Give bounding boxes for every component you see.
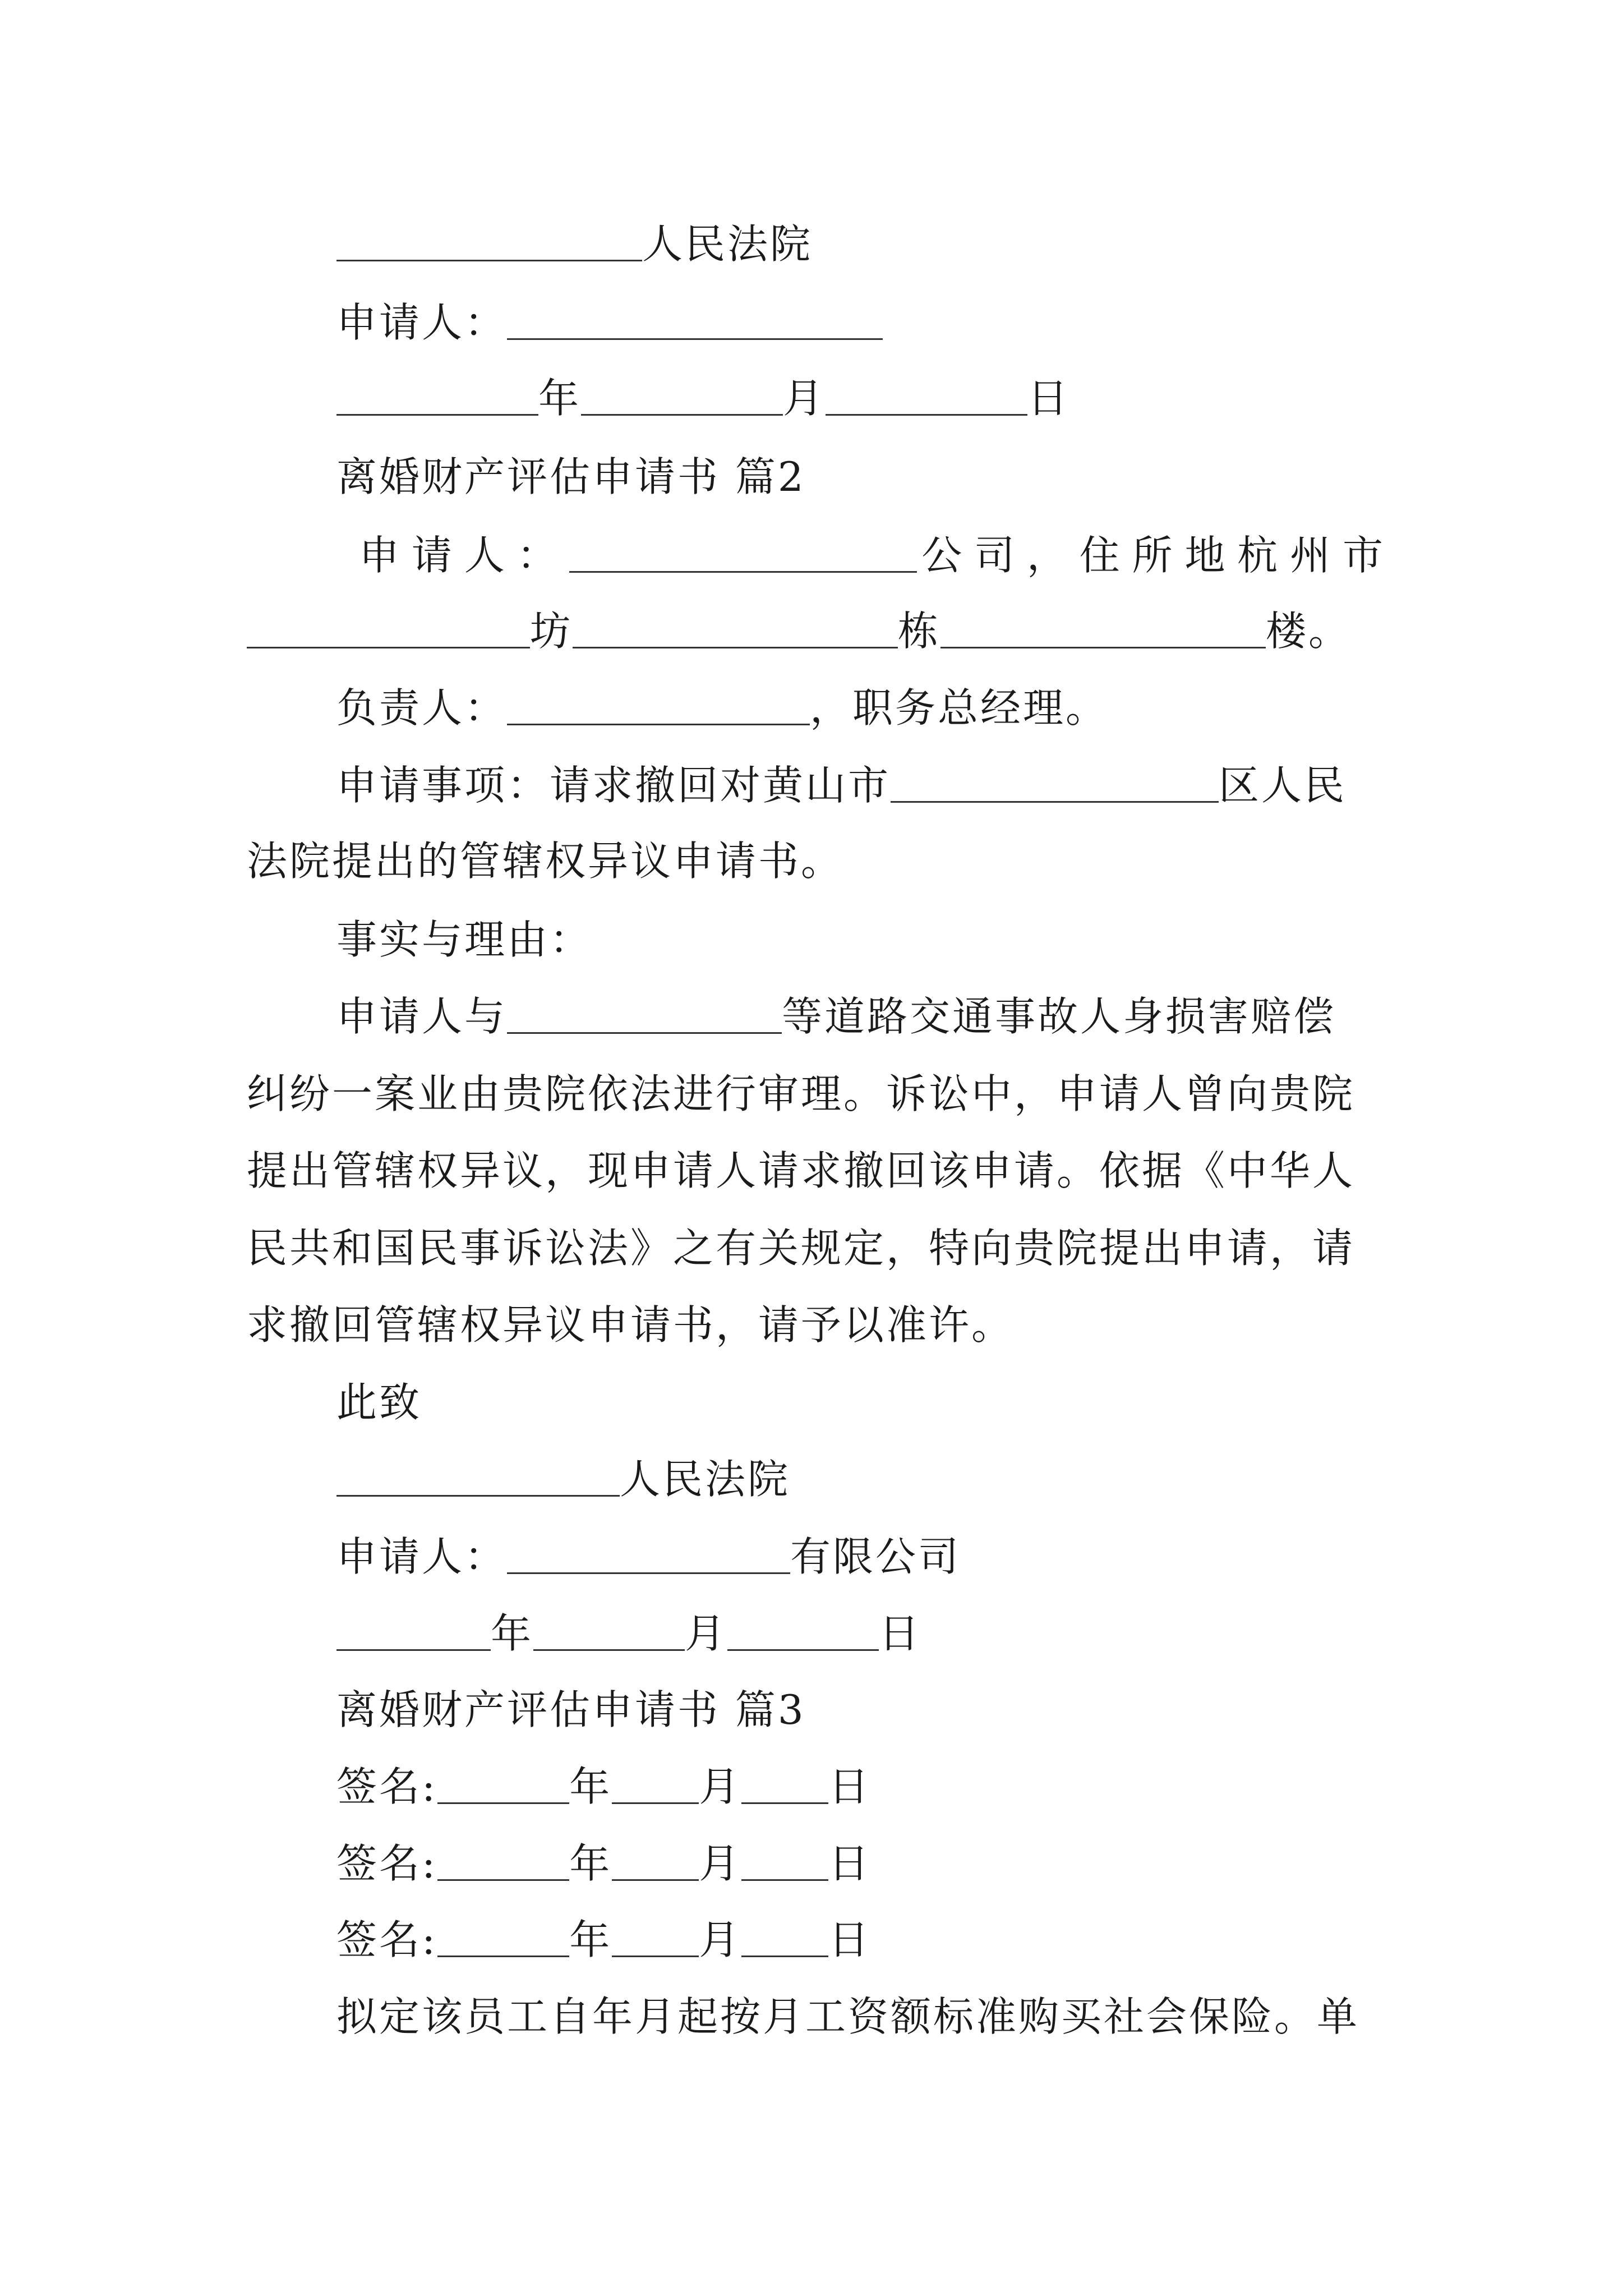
year-label: 年 bbox=[538, 375, 582, 422]
s2-fang-blank[interactable] bbox=[573, 606, 898, 648]
s2-district-blank[interactable] bbox=[891, 761, 1219, 803]
year-blank[interactable] bbox=[336, 374, 538, 416]
month-label: 月 bbox=[783, 375, 826, 422]
s2-court-line bbox=[336, 1451, 790, 1507]
s2-day-blank[interactable] bbox=[727, 1609, 879, 1651]
applicant-label: 申请人： bbox=[336, 299, 508, 346]
s2-matter-suffix: 区人民 bbox=[1219, 762, 1347, 809]
s2-year-blank[interactable] bbox=[336, 1609, 491, 1651]
sign-month-blank[interactable] bbox=[612, 1762, 699, 1804]
s2-month-label: 月 bbox=[685, 1610, 728, 1657]
court-blank[interactable] bbox=[336, 219, 642, 261]
s2-body-suffix: 等道路交通事故人身损害赔偿 bbox=[782, 993, 1336, 1040]
sign-line-3 bbox=[336, 1912, 871, 1968]
s2-manager-blank[interactable] bbox=[507, 683, 810, 725]
applicant-line-1 bbox=[336, 295, 883, 351]
sign-blank[interactable] bbox=[437, 1915, 569, 1957]
sign-day-blank[interactable] bbox=[741, 1915, 828, 1957]
court-line-1 bbox=[336, 216, 813, 272]
s2-applicant-sig-label: 申请人： bbox=[336, 1533, 508, 1580]
s2-matter-line-1 bbox=[336, 757, 1347, 813]
sign-month-blank[interactable] bbox=[612, 1839, 699, 1881]
s2-company-label: 公司，住所地杭州市 bbox=[917, 532, 1391, 579]
s2-dong-label: 栋 bbox=[898, 608, 941, 655]
s2-applicant-sig-line bbox=[336, 1529, 961, 1585]
s2-body-line-4: 民共和国民事诉讼法》之有关规定，特向贵院提出申请，请 bbox=[247, 1225, 1355, 1272]
month-blank[interactable] bbox=[581, 374, 783, 416]
s2-address-line bbox=[247, 603, 1351, 659]
sign-month-label: 月 bbox=[699, 1916, 742, 1963]
sign-label: 签名: bbox=[336, 1916, 438, 1963]
s2-company-blank[interactable] bbox=[569, 531, 917, 573]
sign-label: 签名: bbox=[336, 1763, 438, 1810]
date-line-1 bbox=[336, 370, 1070, 426]
s2-applicant-sig-blank[interactable] bbox=[507, 1532, 790, 1574]
sign-month-blank[interactable] bbox=[612, 1915, 699, 1957]
sign-line-1 bbox=[336, 1759, 871, 1815]
s2-applicant-line bbox=[359, 527, 1391, 583]
s2-month-blank[interactable] bbox=[533, 1609, 685, 1651]
sign-year-label: 年 bbox=[569, 1840, 612, 1887]
s2-body-prefix: 申请人与 bbox=[336, 993, 508, 1040]
sign-year-label: 年 bbox=[569, 1916, 612, 1963]
section-2-title: 离婚财产评估申请书 篇2 bbox=[336, 453, 806, 500]
sign-day-blank[interactable] bbox=[741, 1762, 828, 1804]
sign-day-label: 日 bbox=[828, 1763, 872, 1810]
sign-month-label: 月 bbox=[699, 1840, 742, 1887]
s2-fang-label: 坊 bbox=[530, 608, 573, 655]
s2-closing: 此致 bbox=[336, 1379, 422, 1426]
s2-applicant-sig-suffix: 有限公司 bbox=[790, 1533, 961, 1580]
sign-label: 签名: bbox=[336, 1840, 438, 1887]
s2-court-blank[interactable] bbox=[336, 1455, 620, 1497]
sign-day-label: 日 bbox=[828, 1840, 872, 1887]
day-label: 日 bbox=[1027, 375, 1071, 422]
s2-area-blank[interactable] bbox=[247, 606, 530, 648]
s2-applicant-label: 申请人： bbox=[359, 532, 570, 579]
s2-body-line-2: 纠纷一案业由贵院依法进行审理。诉讼中，申请人曾向贵院 bbox=[247, 1070, 1355, 1117]
s2-body-line-3: 提出管辖权异议，现申请人请求撤回该申请。依据《中华人 bbox=[247, 1147, 1355, 1194]
s2-manager-label: 负责人： bbox=[336, 684, 508, 731]
s2-body-line-5: 求撤回管辖权异议申请书，请予以准许。 bbox=[247, 1301, 1015, 1349]
s2-date-line bbox=[336, 1605, 921, 1662]
s2-body-line-1 bbox=[336, 988, 1336, 1045]
s2-manager-line bbox=[336, 680, 1108, 736]
sign-month-label: 月 bbox=[699, 1763, 742, 1810]
s2-court-label: 人民法院 bbox=[620, 1456, 791, 1503]
s2-lou-label: 楼。 bbox=[1266, 608, 1352, 655]
s2-matter-line-2: 法院提出的管辖权异议申请书。 bbox=[247, 838, 844, 885]
s2-matter-prefix: 申请事项：请求撤回对黄山市 bbox=[336, 762, 891, 809]
sign-blank[interactable] bbox=[437, 1839, 569, 1881]
court-label: 人民法院 bbox=[642, 220, 813, 268]
s2-year-label: 年 bbox=[491, 1610, 534, 1657]
s2-facts-label: 事实与理由： bbox=[336, 916, 593, 963]
s3-last-line: 拟定该员工自年月起按月工资额标准购买社会保险。单 bbox=[336, 1993, 1360, 2040]
section-3-title: 离婚财产评估申请书 篇3 bbox=[336, 1686, 806, 1733]
s2-day-label: 日 bbox=[879, 1610, 922, 1657]
sign-line-2 bbox=[336, 1835, 871, 1892]
applicant-blank[interactable] bbox=[507, 298, 883, 340]
s2-party-blank[interactable] bbox=[507, 992, 782, 1034]
sign-year-label: 年 bbox=[569, 1763, 612, 1810]
sign-blank[interactable] bbox=[437, 1762, 569, 1804]
sign-day-label: 日 bbox=[828, 1916, 872, 1963]
sign-day-blank[interactable] bbox=[741, 1839, 828, 1881]
day-blank[interactable] bbox=[826, 374, 1027, 416]
s2-dong-blank[interactable] bbox=[940, 606, 1266, 648]
s2-manager-role: ，职务总经理。 bbox=[810, 684, 1109, 731]
